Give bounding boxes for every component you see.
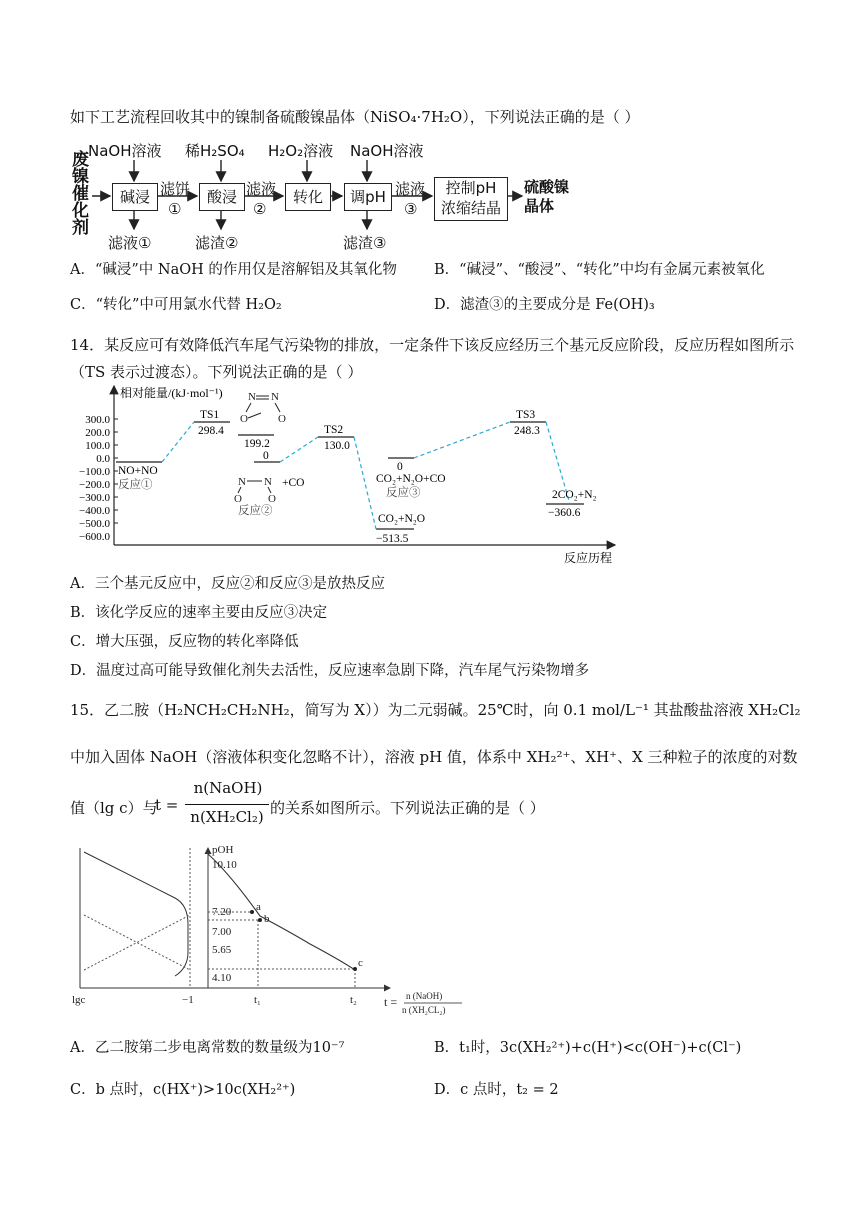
ytick-200: 200.0 (85, 427, 110, 439)
flow-box-suanjin: 酸浸 (199, 183, 245, 211)
flow-residue-1: 滤液① (108, 234, 152, 252)
fraction-t: t = (155, 796, 179, 814)
q15-stem-line3a: 值（lg c）与 (70, 799, 158, 817)
ytick-m600: −600.0 (79, 531, 110, 543)
q14-option-a: A．三个基元反应中，反应②和反应③是放热反应 (70, 576, 385, 592)
t1-label: t₁ (254, 994, 261, 1006)
q15-stem-line2: 中加入固体 NaOH（溶液体积变化忽略不计），溶液 pH 值，体系中 XH₂²⁺、XH⁺、X 三种粒子的浓度的对数 (70, 748, 798, 766)
end-species: 2CO₂+N₂ (552, 489, 597, 501)
poh-7-20: 7.20 (212, 906, 232, 918)
ts3-label: TS3 (516, 409, 536, 421)
q14-stem-line2: （TS 表示过渡态）。下列说法正确的是（ ） (70, 363, 363, 381)
point-c: c (358, 957, 363, 969)
flow-reagent-1: NaOH溶液 (88, 142, 162, 160)
ytick-m100: −100.0 (79, 466, 110, 478)
poh-5-65: 5.65 (212, 944, 232, 956)
q13-option-b: B．“碱浸”、“酸浸”、“转化”中均有金属元素被氧化 (434, 262, 765, 278)
ytick-m200: −200.0 (79, 479, 110, 491)
int2-value: 0 (263, 450, 269, 462)
poh-4-10: 4.10 (212, 972, 232, 984)
poh-10-10: 10.10 (212, 859, 237, 871)
x-axis-label: 反应历程 (564, 551, 613, 565)
int1-value: 199.2 (244, 438, 270, 450)
svg-text:N: N (264, 476, 272, 488)
flow-arrows (0, 0, 860, 260)
q15-option-d: D．c 点时，t₂ = 2 (434, 1082, 559, 1098)
ytick-100: 100.0 (85, 440, 110, 452)
poh-7-00: 7.00 (212, 926, 232, 938)
int3-value: 0 (397, 461, 403, 473)
q13-option-c: C．“转化”中可用氯水代替 H₂O₂ (70, 297, 282, 313)
n2o2-ring-structure (240, 391, 286, 425)
reaction-2-label: 反应② (238, 505, 273, 517)
t-axis-numerator: n (NaOH) (406, 991, 443, 1001)
flow-mid-lvye2: 滤液 (395, 180, 426, 198)
flow-mid-3: ③ (404, 200, 418, 218)
svg-text:O: O (268, 493, 276, 505)
int4-species: CO₂+N₂O (378, 513, 426, 525)
lgc-label: lgc (72, 994, 86, 1006)
ytick-m300: −300.0 (79, 492, 110, 504)
flow-box-control-line2: 浓缩结晶 (440, 199, 501, 217)
point-a: a (256, 901, 261, 913)
y-axis-label: 相对能量/(kJ·mol⁻¹) (120, 386, 223, 400)
ytick-0: 0.0 (96, 453, 110, 465)
int3-species: CO₂+N₂O+CO (376, 473, 446, 485)
svg-text:N: N (271, 391, 279, 403)
q13-stem: 如下工艺流程回收其中的镍制备硫酸镍晶体（NiSO₄·7H₂O），下列说法正确的是（ ） (70, 108, 640, 126)
flow-box-jianjin: 碱浸 (112, 183, 158, 211)
flow-mid-lvbing: 滤饼 (160, 180, 191, 198)
q15-option-b: B．t₁时，3c(XH₂²⁺)+c(H⁺)<c(OH⁻)+c(Cl⁻) (434, 1040, 742, 1056)
q15-fraction (155, 779, 267, 831)
flow-reagent-3: H₂O₂溶液 (268, 142, 334, 160)
q15-option-a: A．乙二胺第二步电离常数的数量级为10⁻⁷ (70, 1040, 345, 1056)
svg-text:N: N (248, 391, 256, 403)
onno-structure (234, 476, 276, 505)
flow-reagent-4: NaOH溶液 (350, 142, 424, 160)
ts1-value: 298.4 (198, 425, 224, 437)
q14-stem-line1: 14．某反应可有效降低汽车尾气污染物的排放，一定条件下该反应经历三个基元反应阶段，反应历程如图所示 (70, 336, 795, 354)
ts1-label: TS1 (200, 409, 220, 421)
q14-option-b: B．该化学反应的速率主要由反应③决定 (70, 605, 328, 621)
svg-text:O: O (278, 413, 286, 425)
q14-option-d: D．温度过高可能导致催化剂失去活性，反应速率急剧下降，汽车尾气污染物增多 (70, 663, 590, 679)
t2-label: t₂ (350, 994, 357, 1006)
point-b: b (264, 913, 270, 925)
t-axis-label: t = (384, 995, 398, 1009)
svg-text:N: N (238, 476, 246, 488)
flow-product: 硫酸镍晶体 (524, 178, 570, 215)
svg-text:O: O (234, 493, 242, 505)
q14-option-c: C．增大压强，反应物的转化率降低 (70, 634, 299, 650)
reaction-1-label: 反应① (118, 479, 153, 491)
end-value: −360.6 (548, 507, 581, 519)
q15-stem-line1: 15．乙二胺（H₂NCH₂CH₂NH₂，简写为 X））为二元弱碱。25℃时，向 0.1 mol/L⁻¹ 其盐酸盐溶液 XH₂Cl₂ (70, 701, 801, 719)
flow-mid-lvye1: 滤液 (246, 180, 277, 198)
flow-box-zhuanhua: 转化 (285, 183, 331, 211)
svg-text:O: O (240, 413, 248, 425)
flow-box-tiaoph: 调pH (344, 183, 392, 211)
q14-energy-diagram (70, 382, 630, 568)
int2-co: +CO (282, 477, 305, 489)
int4-value: −513.5 (376, 533, 409, 545)
flow-reagent-2: 稀H₂SO₄ (185, 142, 245, 160)
flow-mid-1: ① (168, 200, 182, 218)
ts2-label: TS2 (324, 424, 344, 436)
poh-label: pOH (212, 844, 234, 856)
ytick-m400: −400.0 (79, 505, 110, 517)
ytick-300: 300.0 (85, 414, 110, 426)
fraction-numerator: n(NaOH) (193, 779, 263, 797)
lgc-minus-one: −1 (182, 994, 194, 1006)
flow-mid-2: ② (253, 200, 267, 218)
flow-start: 废镍催化剂 (72, 150, 89, 238)
flow-box-control-line1: 控制pH (445, 179, 497, 197)
q15-pOH-chart (70, 840, 490, 1026)
q13-option-d: D．滤渣③的主要成分是 Fe(OH)₃ (434, 297, 655, 313)
fraction-denominator: n(XH₂Cl₂) (190, 808, 264, 826)
ts2-value: 130.0 (324, 440, 350, 452)
flow-residue-2: 滤渣② (195, 234, 239, 252)
q15-stem-line3b: 的关系如图所示。下列说法正确的是（ ） (270, 799, 545, 817)
q15-option-c: C．b 点时，c(HX⁺)>10c(XH₂²⁺) (70, 1082, 296, 1098)
start-species: NO+NO (118, 465, 158, 477)
ts3-value: 248.3 (514, 425, 540, 437)
q13-option-a: A．“碱浸”中 NaOH 的作用仅是溶解铝及其氧化物 (70, 262, 397, 278)
t-axis-denominator: n (XH₂CL₂) (402, 1005, 446, 1015)
flow-residue-3: 滤渣③ (343, 234, 387, 252)
reaction-3-label: 反应③ (386, 487, 421, 499)
ytick-m500: −500.0 (79, 518, 110, 530)
